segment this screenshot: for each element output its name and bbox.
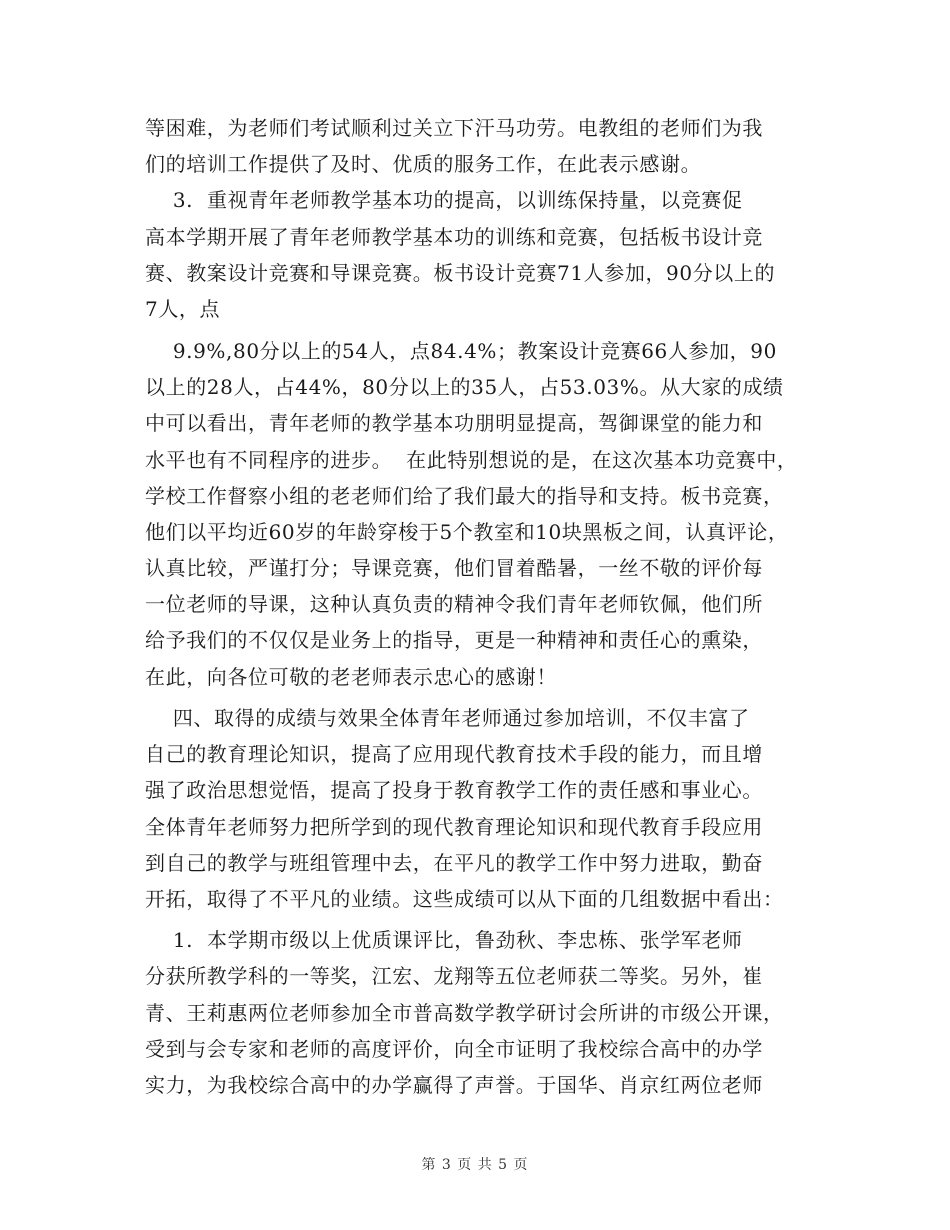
text-line: 实力，为我校综合高中的办学赢得了声誉。于国华、肖京红两位老师 [145, 1073, 763, 1097]
text-line: 们的培训工作提供了及时、优质的服务工作，在此表示感谢。 [145, 152, 702, 176]
text-line: 1. 本学期市级以上优质课评比，鲁劲秋、李忠栋、张学军老师 [145, 928, 743, 952]
text-line: 强了政治思想觉悟，提高了投身于教育教学工作的责任感和事业心。 [145, 778, 763, 802]
text-line: 受到与会专家和老师的高度评价，向全市证明了我校综合高中的办学 [145, 1037, 763, 1061]
text-line: 他们以平均近60岁的年龄穿梭于5个教室和10块黑板之间，认真评论， [145, 520, 789, 544]
text-line: 开拓，取得了不平凡的业绩。这些成绩可以从下面的几组数据中看出： [145, 887, 784, 911]
text-line: 3. 重视青年老师教学基本功的提高，以训练保持量，以竞赛促 [145, 188, 743, 212]
text-line: 等困难，为老师们考试顺利过关立下汗马功劳。电教组的老师们为我 [145, 116, 763, 140]
text-line: 水平也有不同程序的进步。 在此特别想说的是，在这次基本功竞赛中， [145, 448, 798, 472]
text-line: 认真比较，严谨打分；导课竞赛，他们冒着酷暑，一丝不敬的评价每 [145, 556, 763, 580]
text-line: 赛、教案设计竞赛和导课竞赛。板书设计竞赛71人参加，90分以上的 [145, 261, 776, 285]
text-line: 四、取得的成绩与效果全体青年老师通过参加培训，不仅丰富了 [145, 706, 750, 730]
text-line: 青、王莉惠两位老师参加全市普高数学教学研讨会所讲的市级公开课， [145, 1001, 784, 1025]
text-line: 9.9%,80分以上的54人，点84.4%；教案设计竞赛66人参加，90 [145, 339, 777, 363]
text-line: 到自己的教学与班组管理中去，在平凡的教学工作中努力进取，勤奋 [145, 851, 763, 875]
text-line: 以上的28人，占44%，80分以上的35人，占53.03%。从大家的成绩 [145, 375, 784, 399]
text-line: 中可以看出，青年老师的教学基本功朋明显提高，驾御课堂的能力和 [145, 411, 763, 435]
text-line: 分获所教学科的一等奖，江宏、龙翔等五位老师获二等奖。另外，崔 [145, 964, 763, 988]
text-line: 高本学期开展了青年老师教学基本功的训练和竞赛，包括板书设计竞 [145, 225, 763, 249]
text-line: 7人，点 [145, 297, 221, 321]
text-line: 在此，向各位可敬的老老师表示忠心的感谢！ [145, 665, 557, 689]
text-line: 全体青年老师努力把所学到的现代教育理论知识和现代教育手段应用 [145, 815, 763, 839]
text-line: 一位老师的导课，这种认真负责的精神令我们青年老师钦佩，他们所 [145, 592, 763, 616]
text-line: 学校工作督察小组的老老师们给了我们最大的指导和支持。板书竞赛， [145, 484, 784, 508]
text-line: 自己的教育理论知识，提高了应用现代教育技术手段的能力，而且增 [145, 742, 763, 766]
page-number: 第 3 页 共 5 页 [421, 1157, 529, 1173]
text-line: 给予我们的不仅仅是业务上的指导，更是一种精神和责任心的熏染， [145, 628, 763, 652]
